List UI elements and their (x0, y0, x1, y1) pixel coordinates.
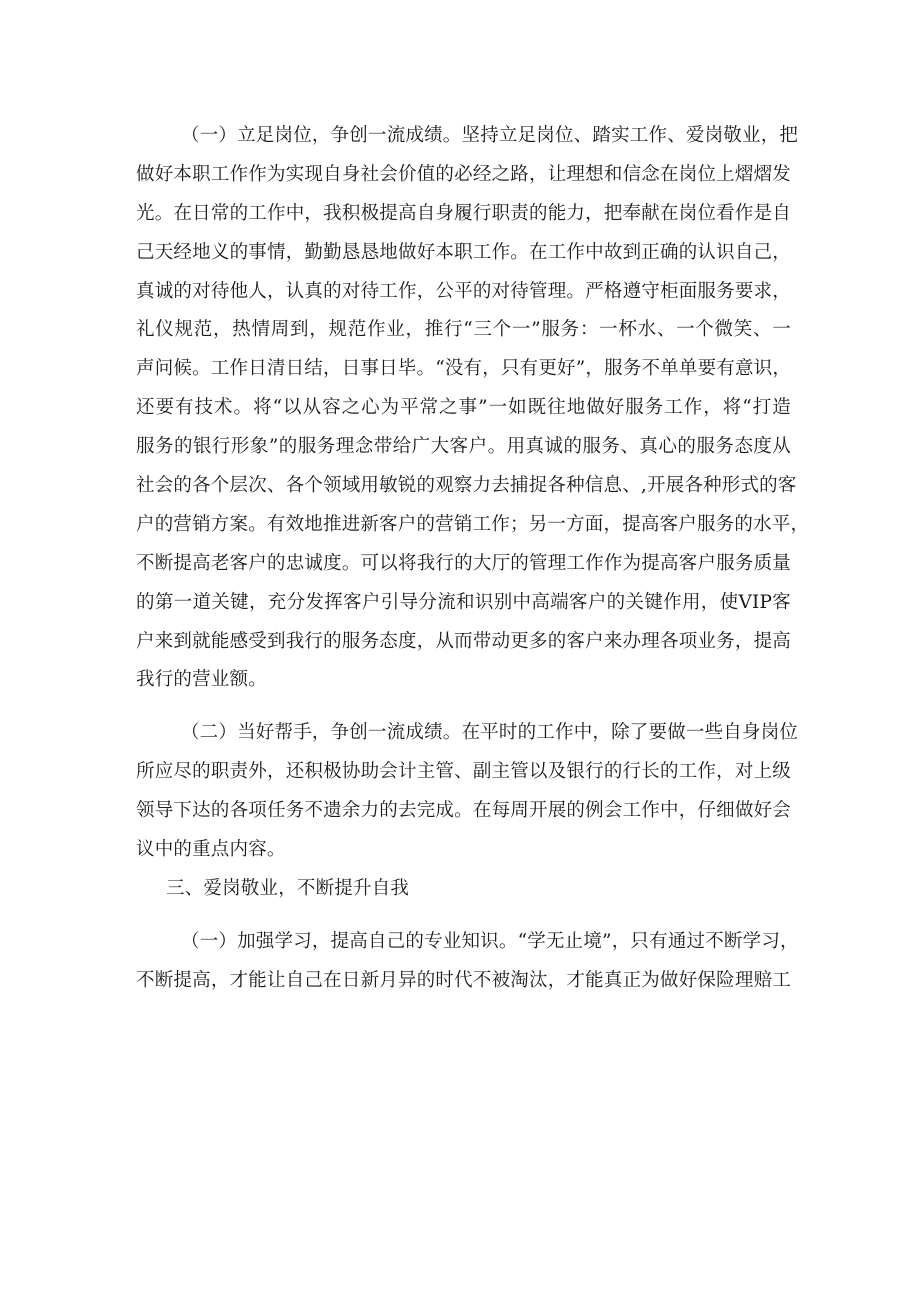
text-line: 户来到就能感受到我行的服务态度，从而带动更多的客户来办理各项业务，提高 (136, 630, 791, 652)
text-line: 议中的重点内容。 (136, 839, 286, 861)
text-line: （一）加强学习，提高自己的专业知识。“学无止境”，只有通过不断学习， (181, 930, 799, 952)
text-line: 户的营销方案。有效地推进新客户的营销工作；另一方面，提高客户服务的水平， (136, 513, 810, 535)
document-page (136, 117, 810, 1001)
text-line: 不断提高老客户的忠诚度。可以将我行的大厅的管理工作作为提高客户服务质量 (136, 552, 791, 574)
text-line: 所应尽的职责外，还积极协助会计主管、副主管以及银行的行长的工作，对上级 (136, 761, 791, 783)
text-line: 还要有技术。将“以从容之心为平常之事”一如既往地做好服务工作，将“打造 (136, 397, 791, 419)
text-line: 光。在日常的工作中，我积极提高自身履行职责的能力，把奉献在岗位看作是自 (136, 202, 791, 224)
text-line: 领导下达的各项任务不遗余力的去完成。在每周开展的例会工作中，仔细做好会 (136, 800, 791, 822)
text-line: 声问候。工作日清日结，日事日毕。“没有，只有更好”，服务不单单要有意识， (136, 358, 792, 380)
text-line: 礼仪规范，热情周到，规范作业，推行“三个一”服务：一杯水、一个微笑、一 (136, 319, 791, 341)
section-heading: 三、爱岗敬业，不断提升自我 (166, 877, 410, 899)
text-line: 社会的各个层次、各个领域用敏锐的观察力去捕捉各种信息、,开展各种形式的客 (136, 475, 797, 497)
text-line: 的第一道关键，充分发挥客户引导分流和识别中高端客户的关键作用，使VIP客 (136, 591, 791, 613)
text-line: 不断提高，才能让自己在日新月异的时代不被淘汰，才能真正为做好保险理赔工 (136, 969, 791, 991)
paragraph-1 (136, 117, 810, 700)
paragraph-3 (136, 923, 799, 1001)
text-line: 我行的营业额。 (136, 669, 267, 691)
text-line: 己天经地义的事情，勤勤恳恳地做好本职工作。在工作中故到正确的认识自己， (136, 241, 791, 263)
text-line: 服务的银行形象”的服务理念带给广大客户。用真诚的服务、真心的服务态度从 (136, 436, 791, 458)
text-line: （二）当好帮手，争创一流成绩。在平时的工作中，除了要做一些自身岗位 (181, 722, 799, 744)
text-line: （一）立足岗位，争创一流成绩。坚持立足岗位、踏实工作、爱岗敬业，把 (181, 125, 799, 146)
text-line: 真诚的对待他人，认真的对待工作，公平的对待管理。严格遵守柜面服务要求， (136, 280, 791, 302)
paragraph-2 (136, 714, 799, 870)
text-line: 做好本职工作作为实现自身社会价值的必经之路，让理想和信念在岗位上熠熠发 (136, 163, 791, 185)
